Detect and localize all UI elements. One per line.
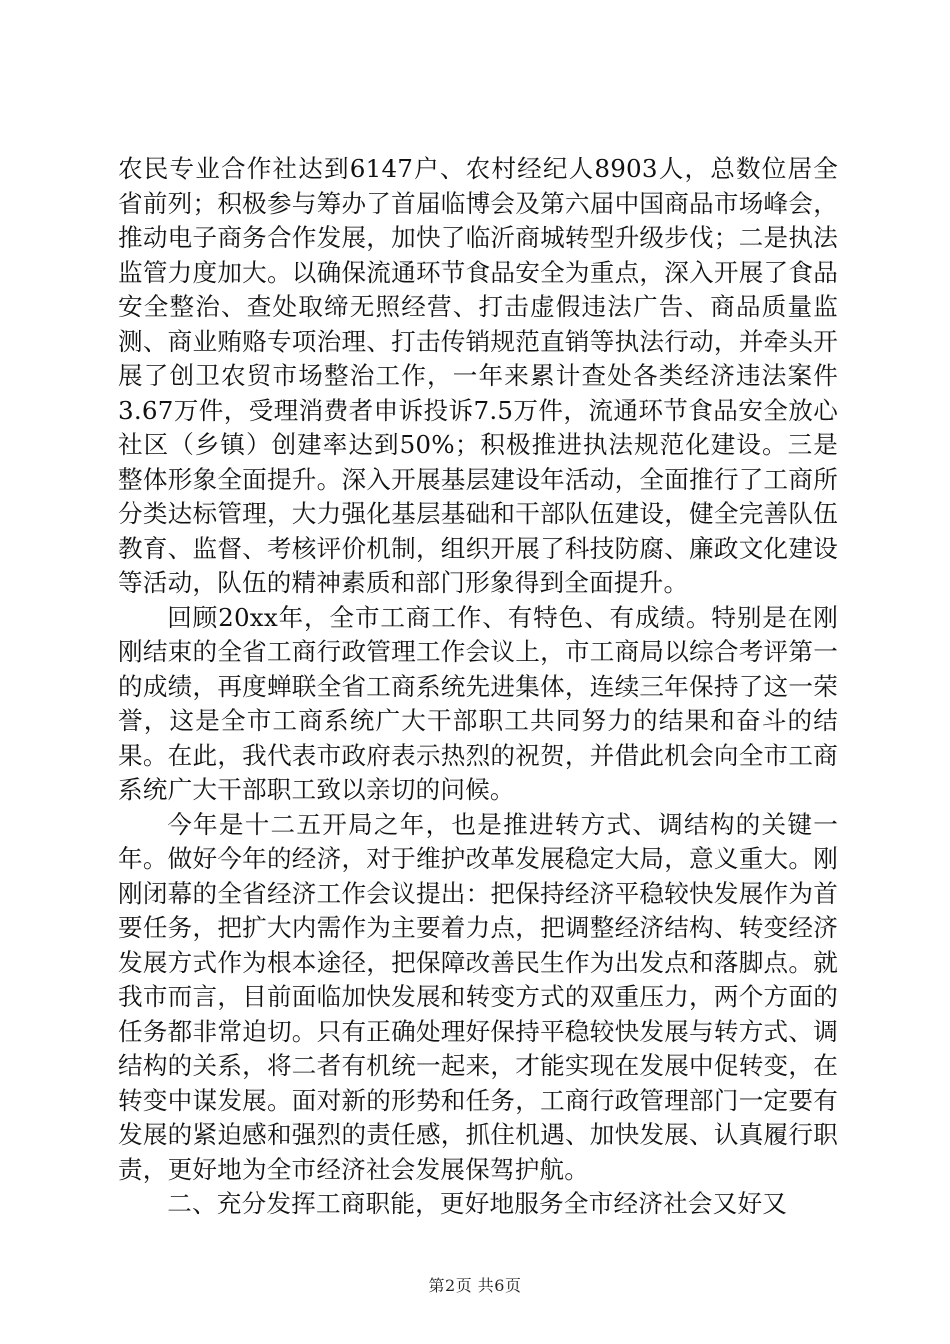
- paragraph-3: 今年是十二五开局之年，也是推进转方式、调结构的关键一年。做好今年的经济，对于维护改革发展稳定大局，意义重大。刚刚闭幕的全省经济工作会议提出：把保持经济平稳较快发展作为首要任务，把扩大内需作为主要着力点，把调整经济结构、转变经济发展方式作为根本途径，把保障改善民生作为出发点和落脚点。就我市而言，目前面临加快发展和转变方式的双重压力，两个方面的任务都非常迫切。只有正确处理好保持平稳较快发展与转方式、调结构的关系，将二者有机统一起来，才能实现在发展中促转变，在转变中谋发展。面对新的形势和任务，工商行政管理部门一定要有发展的紧迫感和强烈的责任感，抓住机遇、加快发展、认真履行职责，更好地为全市经济社会发展保驾护航。: [118, 809, 838, 1184]
- document-body: [118, 152, 838, 1222]
- paragraph-2: 回顾20xx年，全市工商工作、有特色、有成绩。特别是在刚刚结束的全省工商行政管理工作会议上，市工商局以综合考评第一的成绩，再度蝉联全省工商系统先进集体，连续三年保持了这一荣誉，这是全市工商系统广大干部职工共同努力的结果和奋斗的结果。在此，我代表市政府表示热烈的祝贺，并借此机会向全市工商系统广大干部职工致以亲切的问候。: [118, 602, 838, 804]
- page-number-footer: 第2页 共6页: [428, 1276, 522, 1295]
- paragraph-1: 农民专业合作社达到6147户、农村经纪人8903人，总数位居全省前列；积极参与筹办了首届临博会及第六届中国商品市场峰会，推动电子商务合作发展，加快了临沂商城转型升级步伐；二是执法监管力度加大。以确保流通环节食品安全为重点，深入开展了食品安全整治、查处取缔无照经营、打击虚假违法广告、商品质量监测、商业贿赂专项治理、打击传销规范直销等执法行动，并牵头开展了创卫农贸市场整治工作，一年来累计查处各类经济违法案件3.67万件，受理消费者申诉投诉7.5万件，流通环节食品安全放心社区（乡镇）创建率达到50%；积极推进执法规范化建设。三是整体形象全面提升。深入开展基层建设年活动，全面推行了工商所分类达标管理，大力强化基层基础和干部队伍建设，健全完善队伍教育、监督、考核评价机制，组织开展了科技防腐、廉政文化建设等活动，队伍的精神素质和部门形象得到全面提升。: [118, 154, 838, 597]
- paragraph-4-heading: 二、充分发挥工商职能，更好地服务全市经济社会又好又: [167, 1189, 788, 1218]
